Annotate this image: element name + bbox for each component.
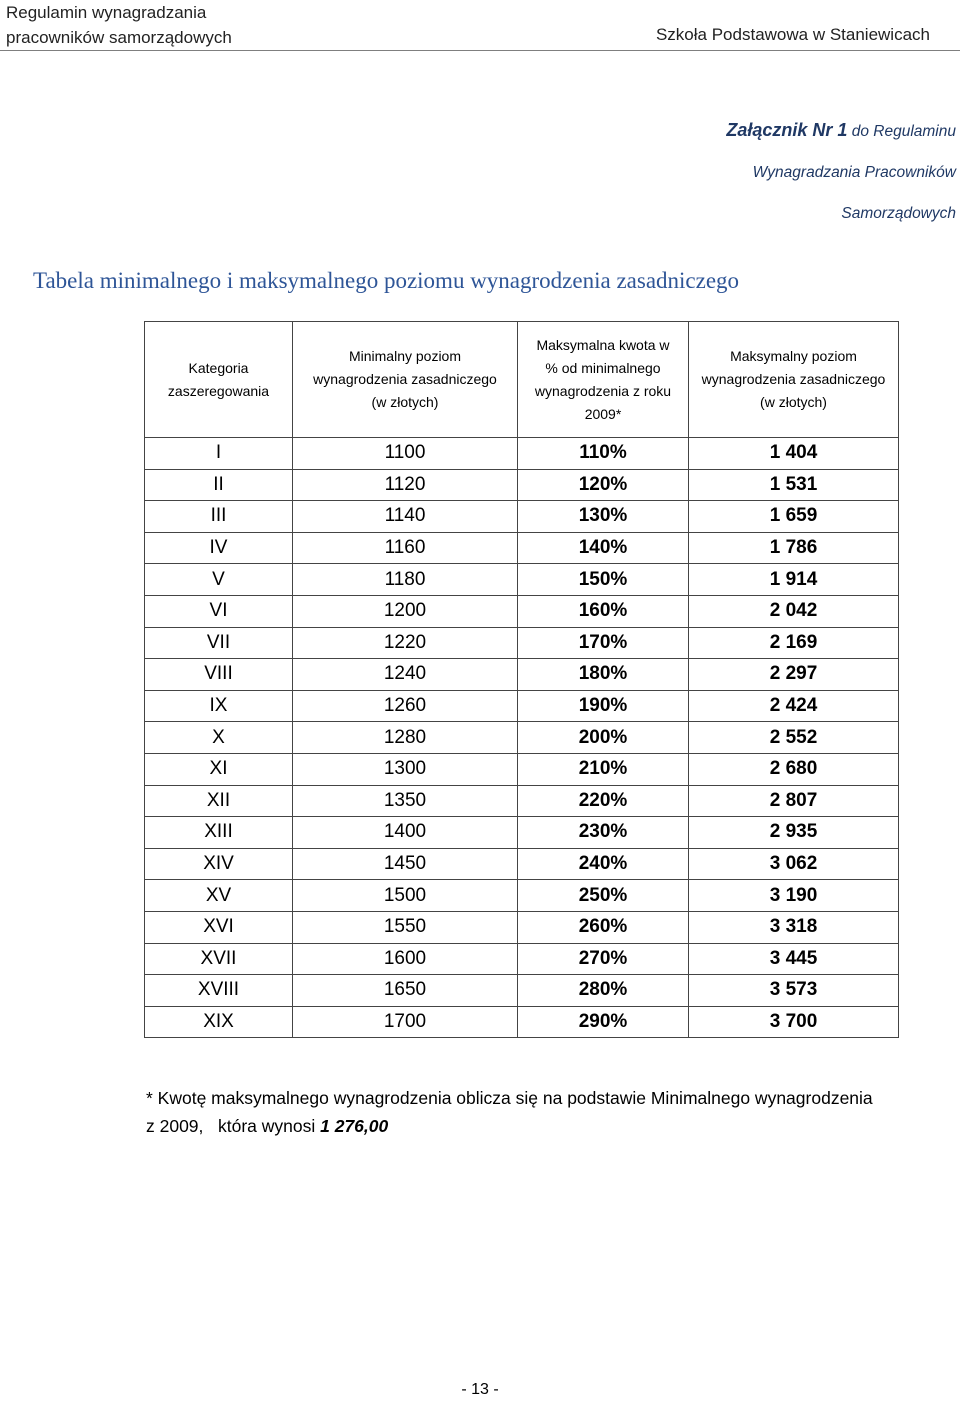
cell-category: X [145, 722, 293, 754]
footnote-line2 [146, 1112, 936, 1140]
cell-min-salary: 1100 [293, 438, 518, 470]
cell-category: XV [145, 880, 293, 912]
footnote-prefix: z 2009, która wynosi [146, 1116, 321, 1136]
cell-min-salary: 1260 [293, 690, 518, 722]
table-row [145, 880, 899, 912]
cell-max-percent: 120% [518, 469, 689, 501]
footnote-line1: * Kwotę maksymalnego wynagrodzenia oblicza się na podstawie Minimalnego wynagrodzenia [146, 1088, 873, 1108]
cell-max-percent: 240% [518, 848, 689, 880]
cell-max-percent: 110% [518, 438, 689, 470]
page-number: - 13 - [461, 1381, 499, 1398]
cell-category: I [145, 438, 293, 470]
annex-line1 [356, 120, 956, 141]
header-min-salary: Minimalny poziom wynagrodzenia zasadniczego (w złotych) [293, 322, 518, 438]
header-category: Kategoria zaszeregowania [145, 322, 293, 438]
cell-min-salary: 1220 [293, 627, 518, 659]
cell-max-percent: 190% [518, 690, 689, 722]
cell-max-salary: 1 786 [689, 532, 899, 564]
cell-min-salary: 1350 [293, 785, 518, 817]
cell-min-salary: 1240 [293, 659, 518, 691]
footnote [146, 1084, 936, 1140]
cell-max-salary: 2 297 [689, 659, 899, 691]
cell-category: XVII [145, 943, 293, 975]
table-row [145, 690, 899, 722]
cell-min-salary: 1280 [293, 722, 518, 754]
table-body [145, 438, 899, 1038]
cell-category: VIII [145, 659, 293, 691]
footnote-value: 1 276,00 [320, 1116, 389, 1136]
cell-min-salary: 1600 [293, 943, 518, 975]
cell-min-salary: 1500 [293, 880, 518, 912]
cell-max-percent: 200% [518, 722, 689, 754]
cell-max-percent: 220% [518, 785, 689, 817]
cell-category: IV [145, 532, 293, 564]
cell-max-salary: 3 318 [689, 911, 899, 943]
annex-number: Załącznik Nr 1 [726, 120, 848, 140]
cell-max-percent: 140% [518, 532, 689, 564]
cell-max-percent: 270% [518, 943, 689, 975]
table-row [145, 848, 899, 880]
annex-rest: do Regulaminu [847, 123, 956, 140]
cell-max-salary: 3 445 [689, 943, 899, 975]
table-row [145, 817, 899, 849]
table-row [145, 785, 899, 817]
cell-max-percent: 210% [518, 753, 689, 785]
table-row [145, 438, 899, 470]
cell-max-salary: 2 424 [689, 690, 899, 722]
cell-max-percent: 180% [518, 659, 689, 691]
cell-max-salary: 3 573 [689, 975, 899, 1007]
cell-category: XII [145, 785, 293, 817]
table-row [145, 595, 899, 627]
cell-max-percent: 130% [518, 501, 689, 533]
cell-min-salary: 1450 [293, 848, 518, 880]
cell-max-percent: 160% [518, 595, 689, 627]
cell-min-salary: 1700 [293, 1006, 518, 1038]
cell-min-salary: 1300 [293, 753, 518, 785]
cell-max-percent: 260% [518, 911, 689, 943]
page-header [0, 0, 960, 51]
cell-min-salary: 1120 [293, 469, 518, 501]
table-row [145, 532, 899, 564]
cell-category: II [145, 469, 293, 501]
cell-max-salary: 3 062 [689, 848, 899, 880]
cell-category: XVIII [145, 975, 293, 1007]
header-max-salary: Maksymalny poziom wynagrodzenia zasadniczego (w złotych) [689, 322, 899, 438]
table-row [145, 659, 899, 691]
header-school-name: Szkoła Podstawowa w Staniewicach [655, 25, 930, 44]
table-row [145, 469, 899, 501]
cell-max-percent: 280% [518, 975, 689, 1007]
cell-min-salary: 1140 [293, 501, 518, 533]
cell-max-percent: 290% [518, 1006, 689, 1038]
table-row [145, 564, 899, 596]
cell-min-salary: 1160 [293, 532, 518, 564]
table-row [145, 1006, 899, 1038]
cell-max-salary: 2 042 [689, 595, 899, 627]
cell-min-salary: 1400 [293, 817, 518, 849]
table-row [145, 501, 899, 533]
annex-line3: Samorządowych [841, 205, 956, 222]
cell-max-percent: 230% [518, 817, 689, 849]
cell-category: VII [145, 627, 293, 659]
table-row [145, 627, 899, 659]
cell-max-salary: 2 807 [689, 785, 899, 817]
table-row [145, 911, 899, 943]
cell-min-salary: 1200 [293, 595, 518, 627]
cell-category: XIII [145, 817, 293, 849]
cell-max-salary: 2 552 [689, 722, 899, 754]
cell-max-percent: 170% [518, 627, 689, 659]
cell-max-salary: 1 404 [689, 438, 899, 470]
header-max-percent: Maksymalna kwota w % od minimalnego wynagrodzenia z roku 2009* [518, 322, 689, 438]
cell-min-salary: 1550 [293, 911, 518, 943]
header-left-line1: Regulamin wynagradzania [6, 3, 207, 22]
cell-category: XVI [145, 911, 293, 943]
document-title: Tabela minimalnego i maksymalnego poziomu wynagrodzenia zasadniczego [33, 268, 740, 293]
table-row [145, 975, 899, 1007]
annex-line2: Wynagradzania Pracowników [752, 164, 956, 181]
cell-category: V [145, 564, 293, 596]
cell-max-percent: 250% [518, 880, 689, 912]
header-document-title [6, 0, 232, 50]
cell-min-salary: 1180 [293, 564, 518, 596]
salary-table [144, 321, 899, 1038]
table-row [145, 753, 899, 785]
cell-category: IX [145, 690, 293, 722]
cell-max-salary: 3 700 [689, 1006, 899, 1038]
cell-max-percent: 150% [518, 564, 689, 596]
cell-category: XIX [145, 1006, 293, 1038]
cell-category: III [145, 501, 293, 533]
table-row [145, 943, 899, 975]
header-left-line2: pracowników samorządowych [6, 28, 232, 47]
cell-max-salary: 1 531 [689, 469, 899, 501]
cell-min-salary: 1650 [293, 975, 518, 1007]
cell-max-salary: 2 680 [689, 753, 899, 785]
cell-category: XI [145, 753, 293, 785]
table-row [145, 722, 899, 754]
cell-max-salary: 1 659 [689, 501, 899, 533]
table-header-row [145, 322, 899, 438]
cell-max-salary: 2 169 [689, 627, 899, 659]
cell-max-salary: 2 935 [689, 817, 899, 849]
cell-category: VI [145, 595, 293, 627]
cell-category: XIV [145, 848, 293, 880]
cell-max-salary: 3 190 [689, 880, 899, 912]
cell-max-salary: 1 914 [689, 564, 899, 596]
